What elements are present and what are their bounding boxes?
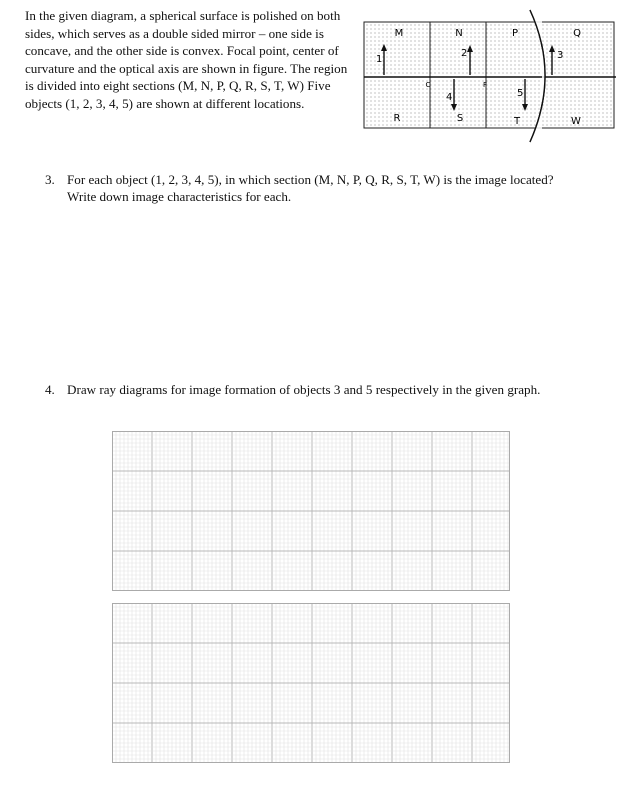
- label-s: S: [456, 113, 464, 124]
- graph-paper-2[interactable]: [112, 603, 510, 763]
- intro-paragraph: In the given diagram, a spherical surface is polished on both sides, which serves as a double sided mirror – one side is concave, and the other side is convex. Focal point, center of curvature and the optical axis are shown in figure. The region is divided into eight sections (M, N, P, Q, R, S, T, W) Five objects (1, 2, 3, 4, 5) are shown at different locations.: [25, 8, 348, 111]
- question-3-number: 3.: [45, 172, 55, 187]
- object-1-label: 1: [376, 54, 383, 65]
- label-t: T: [513, 116, 521, 127]
- label-n: N: [455, 28, 463, 39]
- object-4-label: 4: [446, 92, 453, 103]
- object-2-label: 2: [461, 48, 468, 59]
- label-r: R: [393, 113, 401, 124]
- graph-paper-1[interactable]: [112, 431, 510, 591]
- mirror-diagram: [362, 8, 618, 144]
- object-3-label: 3: [557, 50, 564, 61]
- label-q: Q: [573, 28, 581, 39]
- label-p: P: [511, 28, 519, 39]
- label-f: F: [482, 81, 488, 89]
- question-3-text: For each object (1, 2, 3, 4, 5), in which section (M, N, P, Q, R, S, T, W) is the image located? Write down image characteristics for each.: [67, 172, 554, 205]
- object-5-label: 5: [517, 88, 524, 99]
- label-w: W: [571, 116, 581, 127]
- label-c: C: [425, 81, 431, 89]
- question-4-text: Draw ray diagrams for image formation of objects 3 and 5 respectively in the given graph.: [67, 382, 541, 397]
- question-4-number: 4.: [45, 382, 55, 397]
- label-m: M: [394, 28, 404, 39]
